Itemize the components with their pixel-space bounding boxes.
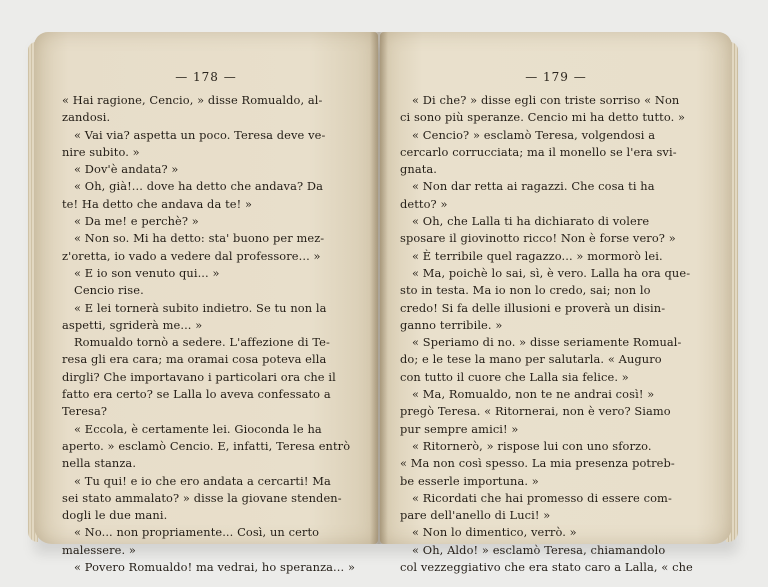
text-line: ganno terribile. » bbox=[400, 317, 503, 332]
text-line: detto? » bbox=[400, 196, 448, 211]
text-line: Teresa? bbox=[62, 404, 108, 419]
text-line: resa gli era cara; ma oramai cosa poteva ella bbox=[62, 352, 327, 367]
text-line: aspetti, sgriderà me... » bbox=[62, 317, 203, 332]
text-line: « Non so. Mi ha detto: sta' buono per mez- bbox=[74, 231, 325, 246]
text-line: « Oh, già!... dove ha detto che andava? Da bbox=[74, 179, 324, 194]
text-line: pur sempre amici! » bbox=[400, 421, 519, 436]
text-line: « Non lo dimentico, verrò. » bbox=[412, 525, 577, 540]
text-line: « Oh, che Lalla ti ha dichiarato di volere bbox=[412, 214, 650, 229]
text-line: pregò Teresa. « Ritornerai, non è vero? Siamo bbox=[400, 404, 671, 419]
text-line: « Oh, Aldo! » esclamò Teresa, chiamandolo bbox=[412, 542, 666, 557]
text-line: fatto era certo? se Lalla lo aveva confessato a bbox=[62, 387, 331, 402]
text-line: sei stato ammalato? » disse la giovane stenden- bbox=[62, 490, 342, 505]
text-line: col vezzeggiativo che era stato caro a Lalla, « che bbox=[400, 560, 693, 575]
left-page bbox=[34, 32, 378, 575]
text-line: « No... non propriamente... Così, un certo bbox=[74, 525, 320, 540]
text-line: con tutto il cuore che Lalla sia felice. » bbox=[400, 369, 629, 384]
text-line: « E io son venuto qui... » bbox=[74, 265, 220, 280]
text-line: te! Ha detto che andava da te! » bbox=[62, 196, 253, 211]
text-line: sposare il giovinotto ricco! Non è forse vero? » bbox=[400, 231, 676, 246]
text-line: « Eccola, è certamente lei. Gioconda le ha bbox=[74, 421, 322, 436]
text-line: « Vai via? aspetta un poco. Teresa deve ve- bbox=[74, 127, 326, 142]
text-line: nella stanza. bbox=[62, 456, 137, 471]
text-line: « Dov'è andata? » bbox=[74, 162, 179, 177]
text-line: « Ma, Romualdo, non te ne andrai così! » bbox=[412, 387, 655, 402]
text-line: « Povero Romualdo! ma vedrai, ho speranza... » bbox=[74, 560, 356, 575]
text-line: aperto. » esclamò Cencio. E, infatti, Teresa entrò bbox=[62, 438, 351, 453]
left-page-number: — 178 — bbox=[175, 70, 237, 84]
text-line: « Da me! e perchè? » bbox=[74, 214, 199, 229]
text-line: « Ma non così spesso. La mia presenza potreb- bbox=[400, 456, 675, 471]
right-page-text bbox=[400, 92, 710, 576]
text-line: « Di che? » disse egli con triste sorriso « Non bbox=[412, 93, 680, 107]
right-page-number: — 179 — bbox=[525, 70, 587, 84]
text-line: z'oretta, io vado a vedere dal professore... » bbox=[62, 248, 321, 263]
text-line: pare dell'anello di Luci! » bbox=[400, 508, 551, 523]
text-line: do; e le tese la mano per salutarla. « Auguro bbox=[400, 352, 662, 367]
text-line: dogli le due mani. bbox=[62, 508, 168, 523]
text-line: gnata. bbox=[400, 162, 438, 177]
text-line: dirgli? Che importavano i particolari ora che il bbox=[62, 369, 336, 384]
text-line: sto in testa. Ma io non lo credo, sai; non lo bbox=[400, 283, 651, 298]
text-line: be esserle importuna. » bbox=[400, 473, 539, 488]
text-line: « Hai ragione, Cencio, » disse Romualdo, al- bbox=[62, 93, 323, 107]
right-page bbox=[380, 32, 732, 575]
text-line: cercarlo corrucciata; ma il monello se l'era svi- bbox=[400, 144, 677, 159]
text-line: credo! Si fa delle illusioni e proverà un disin- bbox=[400, 300, 666, 315]
text-line: zandosi. bbox=[62, 110, 111, 125]
text-line: « Tu qui! e io che ero andata a cercarti! Ma bbox=[74, 473, 331, 488]
text-line: « Ricordati che hai promesso di essere com- bbox=[412, 490, 672, 505]
text-line: « Cencio? » esclamò Teresa, volgendosi a bbox=[412, 127, 656, 142]
book-gutter bbox=[370, 32, 388, 544]
text-line: Romualdo tornò a sedere. L'affezione di Te- bbox=[74, 335, 330, 350]
text-line: Cencio rise. bbox=[74, 283, 144, 298]
text-line: ci sono più speranze. Cencio mi ha detto tutto. » bbox=[400, 110, 686, 125]
text-line: « È terribile quel ragazzo... » mormorò lei. bbox=[412, 248, 663, 263]
text-line: nire subito. » bbox=[62, 144, 140, 159]
left-page-text bbox=[62, 92, 364, 576]
text-line: « Non dar retta ai ragazzi. Che cosa ti ha bbox=[412, 179, 655, 194]
text-line: « E lei tornerà subito indietro. Se tu non la bbox=[74, 300, 327, 315]
text-line: « Speriamo di no. » disse seriamente Romual- bbox=[412, 335, 682, 350]
open-book bbox=[28, 32, 740, 575]
text-line: « Ritornerò, » rispose lui con uno sforzo. bbox=[412, 438, 652, 453]
text-line: malessere. » bbox=[62, 542, 137, 557]
text-line: « Ma, poichè lo sai, sì, è vero. Lalla ha ora que- bbox=[412, 265, 691, 280]
